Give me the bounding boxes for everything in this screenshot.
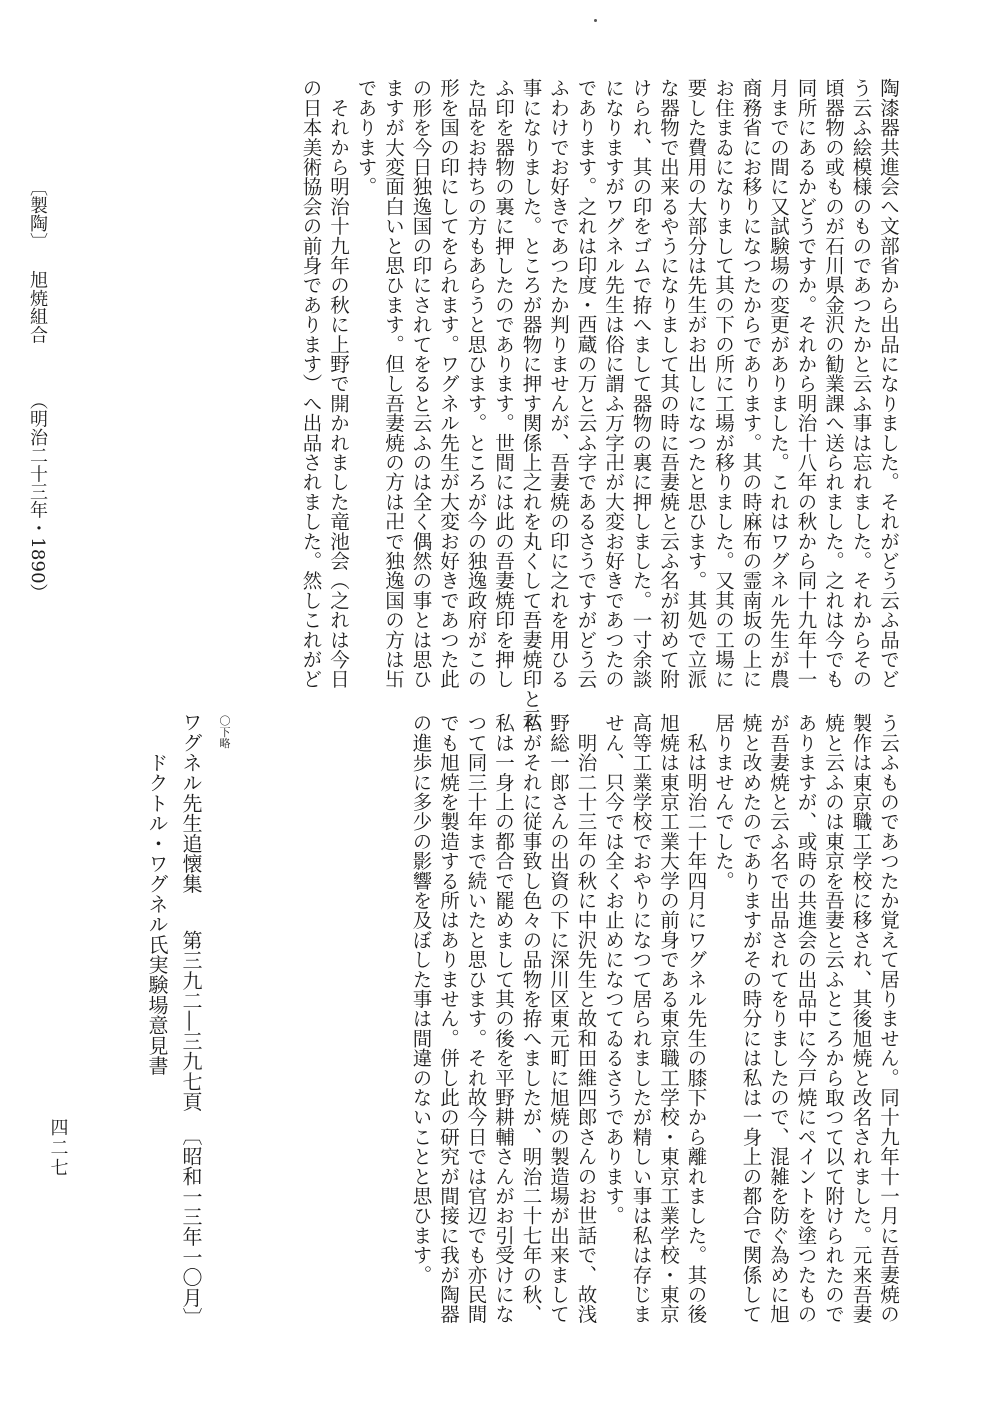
- upper-text-line: であります。之れは印度・西蔵の万と云ふ字であるさうですがどう云: [574, 78, 598, 689]
- upper-text-line: であります。: [354, 78, 378, 197]
- upper-text-line: 事になりました。ところが器物に押す関係上之れを丸くして吾妻焼印と云: [519, 78, 543, 729]
- lower-text-line: つて同三十年まで続いたと思ひます。それ故今日では官辺でも亦民間: [464, 713, 488, 1324]
- lower-text-line: の進歩に多少の影響を及ぼした事は間違のないことと思ひます。: [409, 713, 433, 1285]
- lower-text-line: 私は明治二十年四月にワグネル先生の膝下から離れました。其の後: [684, 713, 708, 1324]
- upper-text-line: 陶漆器共進会へ文部省から出品になりました。それがどう云ふ品でど: [877, 78, 900, 689]
- upper-text-line: う云ふ絵模様のものであつたかと云ふ事は忘れました。それからその: [849, 78, 873, 689]
- upper-text-line: の日本美術協会の前身であります）へ出品されました。然しこれがど: [299, 78, 323, 689]
- upper-text-line: の形を今日独逸国の印にされてをると云ふのは全く偶然の事とは思ひ: [409, 78, 433, 689]
- lower-text-line: 私がそれに従事致し色々の品物を拵へましたが、明治二十七年の秋、: [519, 713, 543, 1324]
- lower-text-line: でも旭焼を製造する所はありません。併し此の研究が間接に我が陶器: [437, 713, 460, 1324]
- book-date: 〔昭和一三年一〇月〕: [179, 1125, 203, 1328]
- lower-text-line: 明治二十三年の秋に中沢先生と故和田維四郎さんのお世話で、故浅: [574, 713, 598, 1324]
- lower-text-line: う云ふものであつたか覚えて居りません。同十九年十一月に吾妻焼の: [877, 713, 900, 1324]
- lower-text-line: 高等工業学校でおやりになつて居られましたが精しい事は私は存じま: [629, 713, 653, 1324]
- lower-text-line: 旭焼は東京工業大学の前身である東京職工学校・東京工業学校・東京: [657, 713, 680, 1324]
- upper-text-line: 月までの間に又試験場の変更がありました。これはワグネル先生が農: [767, 78, 790, 689]
- lower-text-line: 製作は東京職工学校に移され、其後旭焼と改名されました。元来吾妻: [849, 713, 873, 1324]
- upper-text-line: た品をお持ちの方もあらうと思ひます。ところが今の独逸政府がこの: [464, 78, 488, 689]
- scan-dot: [594, 19, 597, 22]
- book-pages: 第三九二―三九七頁: [179, 929, 203, 1112]
- caption-category: 〔製陶〕: [27, 178, 48, 251]
- page-number: 四二七: [47, 1118, 69, 1178]
- lower-text-line: 野総一郎さんの出資の下に深川区東元町に旭焼の製造場が出来まして: [547, 713, 570, 1324]
- upper-text-line: ふわけでお好きであつたか判りませんが、吾妻焼の印に之れを用ひる: [547, 78, 570, 689]
- upper-text-line: お住まゐになりまして其の下の所に工場が移りました。又其の工場に: [712, 78, 735, 689]
- upper-text-line: それから明治十九年の秋に上野で開かれました竜池会（之れは今日: [327, 78, 350, 689]
- article-title: ドクトル・ワグネル氏実験場意見書: [145, 752, 169, 1076]
- lower-text-block: [402, 713, 902, 1324]
- upper-text-line: 要した費用の大部分は先生がお出しになつたと思ひます。其処で立派: [684, 78, 708, 689]
- upper-text-line: 商務省にお移りになつたからであります。其の時麻布の霊南坂の上に: [739, 78, 763, 689]
- upper-text-line: ますが大変面白いと思ひます。但し吾妻焼の方は卍で独逸国の方は卐: [382, 78, 405, 689]
- lower-text-line: 居りませんでした。: [712, 713, 735, 891]
- lower-text-line: 焼と改めたのでありますがその時分には私は一身上の都合で関係して: [739, 713, 763, 1324]
- upper-text-line: 同所にあるかどうですか。それから明治十八年の秋から同十九年十一: [794, 78, 818, 689]
- lower-text-line: せん、只今では全くお止めになつてゐるさうであります。: [602, 713, 625, 1226]
- omission-note: 〇下略: [218, 715, 231, 749]
- lower-text-line: ありますが、或時の共進会の出品中に今戸焼にペイントを塗つたもの: [794, 713, 818, 1324]
- caption-title: 旭焼組合: [27, 270, 48, 344]
- book-citation: [140, 712, 208, 1328]
- upper-text-line: になりますがワグネル先生は俗に謂ふ万字卍が大変お好きであつたの: [602, 78, 625, 689]
- upper-text-line: 形を国の印にしてをられます。ワグネル先生が大変お好きであつた此: [437, 78, 460, 689]
- lower-text-line: 私は一身上の都合で罷めまして其の後を平野耕輔さんがお引受けにな: [492, 713, 515, 1324]
- upper-text-line: な器物で出来るやうになりまして其の時に吾妻焼と云ふ名が初めて附: [657, 78, 680, 689]
- side-caption: [24, 178, 50, 738]
- upper-text-line: けられ、其の印をゴムで拵へまして器物の裏に押しました。一寸余談: [629, 78, 653, 689]
- caption-year: （明治二十三年・1890）: [27, 391, 48, 603]
- lower-text-line: 焼と云ふのは東京を吾妻と云ふところから取つて以て附けられたので: [822, 713, 845, 1324]
- upper-text-block: [72, 78, 902, 729]
- upper-text-line: ふ印を器物の裏に押したのであります。世間には此の吾妻焼印を押し: [492, 78, 515, 689]
- lower-text-line: が吾妻焼と云ふ名で出品されてをりましたので、混雑を防ぐ為めに旭: [767, 713, 790, 1324]
- upper-text-line: 頃器物の或ものが石川県金沢の勧業課へ送られました。之れは今でも: [822, 78, 845, 689]
- book-title: ワグネル先生追懐集: [179, 712, 203, 894]
